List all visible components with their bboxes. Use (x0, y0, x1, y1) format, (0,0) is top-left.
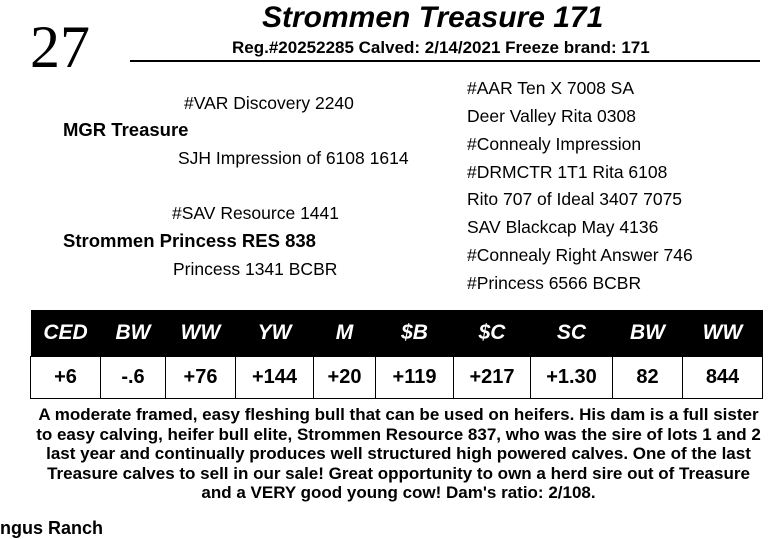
dam-sire: #SAV Resource 1441 (172, 203, 340, 223)
great-grandparent: #Connealy Impression (467, 134, 642, 154)
lot-number: 27 (30, 14, 90, 80)
lot-description: A moderate framed, easy fleshing bull that can be used on heifers. His dam is a full sister to easy calving, heifer bull elite, Strommen Resource 837, who was the sire of lots 1 and 2 last year and continually produces well structured high powered calves. One of the last Treasure calves to sell in our sale! Great opportunity to own a herd sire out of Treasure and a VERY good young cow! Dam's ratio: 2/108. (36, 405, 761, 502)
great-grandparent: #Princess 6566 BCBR (467, 273, 642, 293)
great-grandparent: #DRMCTR 1T1 Rita 6108 (467, 162, 668, 182)
great-grandparent: #Connealy Right Answer 746 (467, 245, 693, 265)
registration-line: Reg.#20252285 Calved: 2/14/2021 Freeze brand: 171 (232, 38, 650, 57)
epd-value-row (31, 357, 763, 399)
epd-header-actual-bw: BW (613, 310, 683, 357)
sire-sire: #VAR Discovery 2240 (184, 93, 354, 113)
epd-header-row (31, 310, 763, 357)
dam: Strommen Princess RES 838 (63, 230, 316, 251)
epd-header-c-index: $C (454, 310, 531, 357)
epd-value-b-index: +119 (376, 357, 454, 399)
header-rule (130, 60, 760, 62)
epd-header-ww: WW (166, 310, 236, 357)
sire-dam: SJH Impression of 6108 1614 (178, 148, 409, 168)
epd-value-yw: +144 (236, 357, 314, 399)
epd-header-ced: CED (31, 310, 101, 357)
epd-value-ww: +76 (166, 357, 236, 399)
footer-ranch-name: ngus Ranch (0, 518, 104, 538)
animal-name: Strommen Treasure 171 (262, 1, 604, 34)
epd-value-bw: -.6 (101, 357, 166, 399)
epd-header-yw: YW (236, 310, 314, 357)
epd-value-ced: +6 (31, 357, 101, 399)
great-grandparent: SAV Blackcap May 4136 (467, 217, 659, 237)
great-grandparent: Rito 707 of Ideal 3407 7075 (467, 189, 683, 209)
epd-value-c-index: +217 (454, 357, 531, 399)
great-grandparent: #AAR Ten X 7008 SA (467, 78, 635, 98)
epd-header-b-index: $B (376, 310, 454, 357)
epd-value-actual-bw: 82 (613, 357, 683, 399)
epd-value-actual-ww: 844 (683, 357, 763, 399)
great-grandparent: Deer Valley Rita 0308 (467, 106, 636, 126)
epd-value-m: +20 (314, 357, 376, 399)
epd-header-m: M (314, 310, 376, 357)
sire: MGR Treasure (63, 119, 189, 140)
epd-value-sc: +1.30 (531, 357, 613, 399)
epd-table (30, 310, 763, 399)
dam-dam: Princess 1341 BCBR (173, 259, 338, 279)
epd-header-bw: BW (101, 310, 166, 357)
epd-header-actual-ww: WW (683, 310, 763, 357)
epd-header-sc: SC (531, 310, 613, 357)
